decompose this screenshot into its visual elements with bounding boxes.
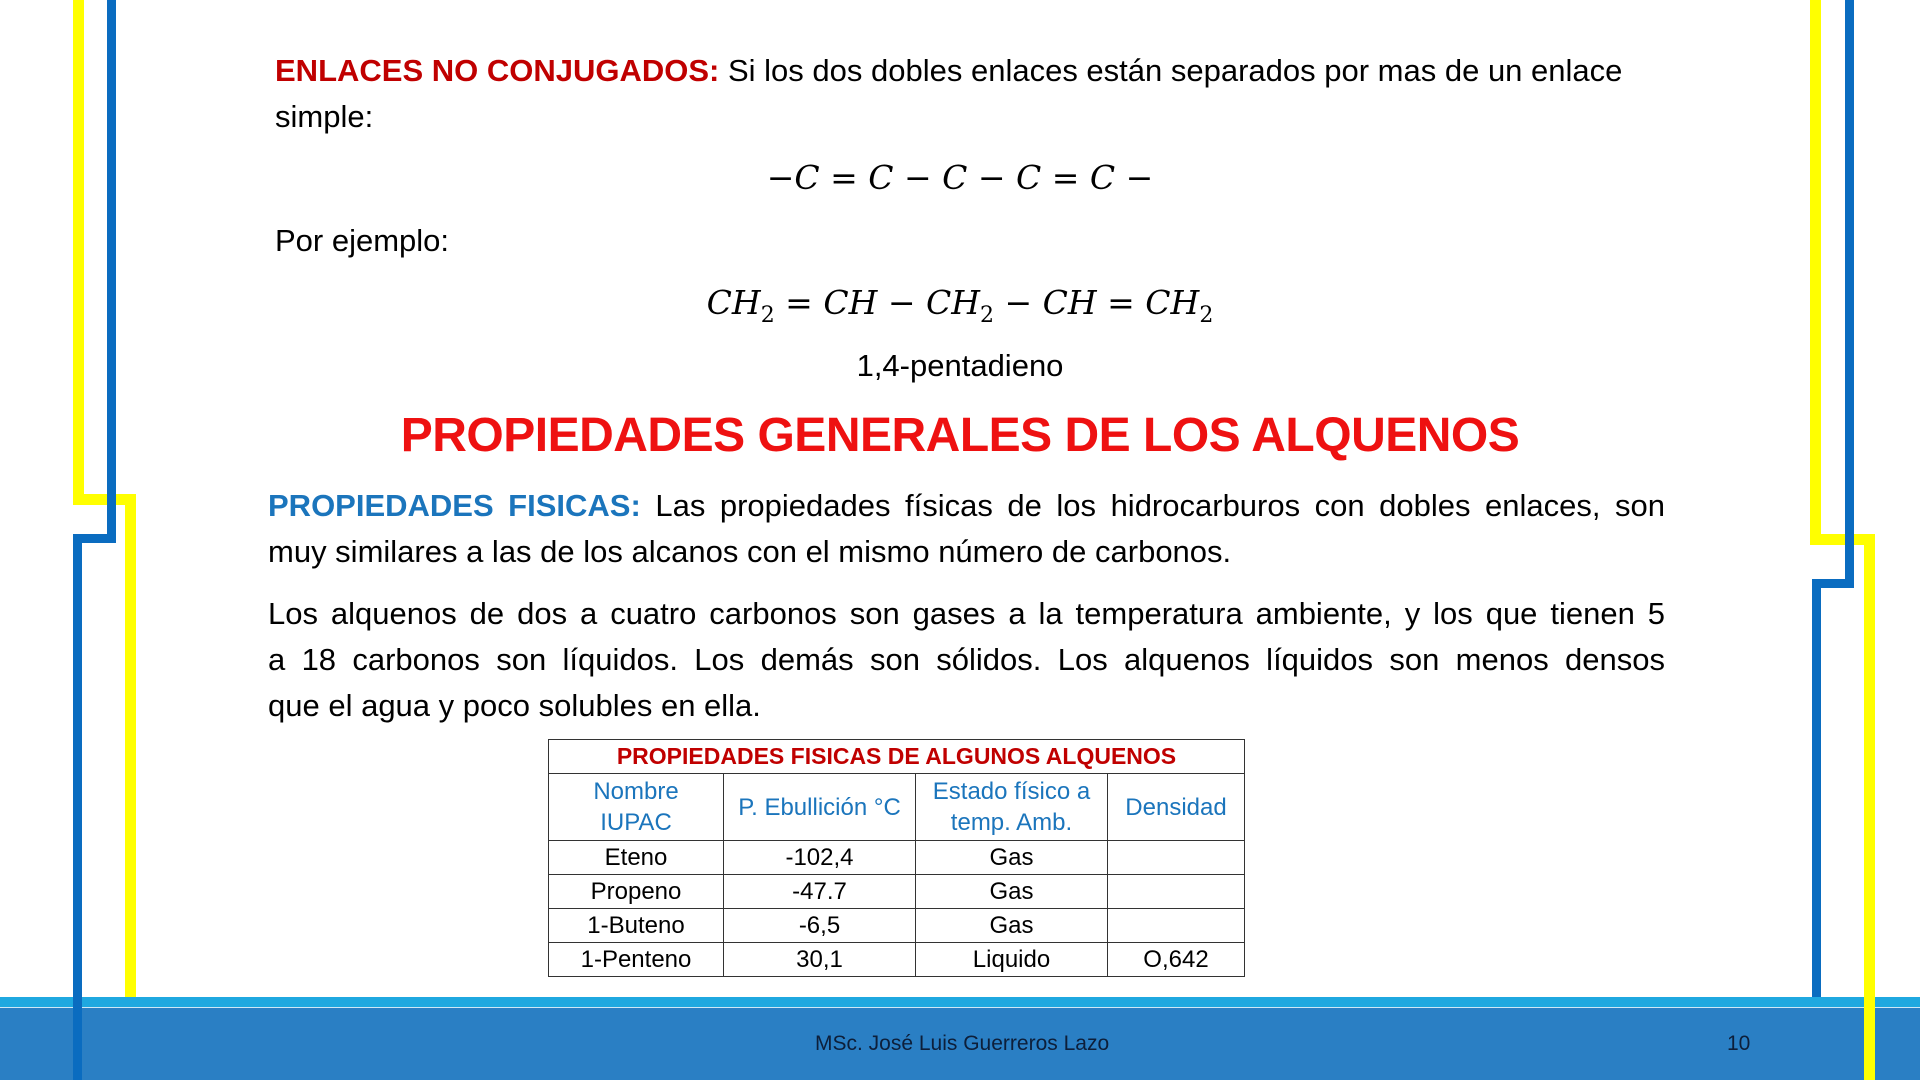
physical-properties-label: PROPIEDADES FISICAS: (268, 488, 641, 523)
left-yellow-line-bottom (125, 494, 136, 1000)
column-header-boiling-point: P. Ebullición °C (724, 774, 916, 841)
cell-physical-state: Gas (916, 841, 1108, 875)
cell-density (1108, 841, 1245, 875)
physical-properties-line2: muy similares a las de los alcanos con el mismo número de carbonos. (268, 534, 1232, 569)
cell-boiling-point: -47.7 (724, 875, 916, 909)
table-title: PROPIEDADES FISICAS DE ALGUNOS ALQUENOS (549, 740, 1245, 774)
cell-boiling-point: -102,4 (724, 841, 916, 875)
cell-boiling-point: 30,1 (724, 943, 916, 977)
right-yellow-line-top (1810, 0, 1821, 545)
cell-density (1108, 875, 1245, 909)
cell-name: 1-Penteno (549, 943, 724, 977)
cell-name: Eteno (549, 841, 724, 875)
example-compound-name: 1,4-pentadieno (856, 348, 1064, 383)
footer-author: MSc. José Luis Guerreros Lazo (815, 1032, 1110, 1055)
general-formula: −C = C − C − C = C − (766, 158, 1154, 197)
table-row (549, 909, 1245, 943)
cell-physical-state: Liquido (916, 943, 1108, 977)
alkenes-properties-table (548, 739, 1245, 977)
table-row (549, 943, 1245, 977)
right-yellow-line-bottom (1864, 534, 1875, 1080)
footer-accent-band (0, 997, 1920, 1007)
nonconjugated-paragraph-line1 (275, 48, 1622, 94)
table-row (549, 875, 1245, 909)
cell-boiling-point: -6,5 (724, 909, 916, 943)
page-number: 10 (1727, 1032, 1751, 1055)
column-header-density: Densidad (1108, 774, 1245, 841)
paragraph2-line3: que el agua y poco solubles en ella. (268, 688, 761, 723)
cell-name: Propeno (549, 875, 724, 909)
paragraph2-line2: a 18 carbonos son líquidos. Los demás son sólidos. Los alquenos líquidos son menos densos (268, 642, 1665, 677)
left-blue-line-bottom (73, 534, 82, 1080)
table-row (549, 841, 1245, 875)
physical-properties-text: Las propiedades físicas de los hidrocarburos con dobles enlaces, son (640, 488, 1666, 523)
column-header-name: Nombre IUPAC (549, 774, 724, 841)
cell-physical-state: Gas (916, 875, 1108, 909)
example-formula: $CH_2$ = CH − $CH_2$ − CH = $CH_2$ (706, 283, 1214, 328)
paragraph2-line1: Los alquenos de dos a cuatro carbonos son gases a la temperatura ambiente, y los que tienen 5 (268, 596, 1665, 631)
page-title: PROPIEDADES GENERALES DE LOS ALQUENOS (400, 409, 1520, 462)
example-label: Por ejemplo: (275, 223, 450, 258)
cell-physical-state: Gas (916, 909, 1108, 943)
nonconjugated-label: ENLACES NO CONJUGADOS: (275, 53, 720, 88)
cell-density: O,642 (1108, 943, 1245, 977)
column-header-physical-state: Estado físico a temp. Amb. (916, 774, 1108, 841)
nonconjugated-text: Si los dos dobles enlaces están separados por mas de un enlace (719, 53, 1623, 88)
cell-name: 1-Buteno (549, 909, 724, 943)
physical-properties-line1 (268, 483, 1665, 529)
cell-density (1108, 909, 1245, 943)
right-blue-line-bottom (1812, 579, 1821, 1000)
nonconjugated-paragraph-line2: simple: (275, 99, 374, 134)
right-blue-line-top (1845, 0, 1854, 588)
